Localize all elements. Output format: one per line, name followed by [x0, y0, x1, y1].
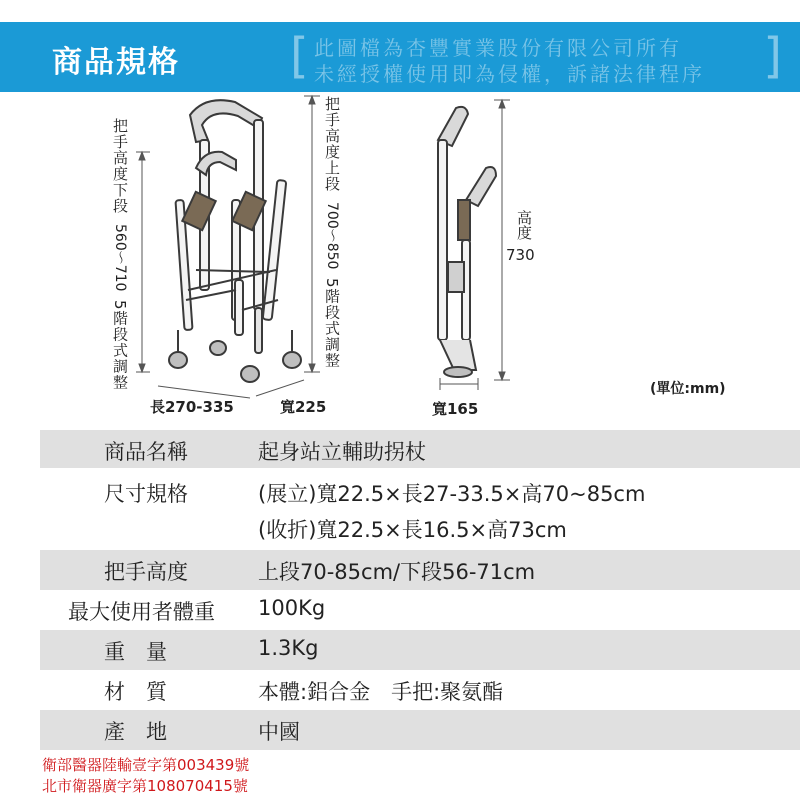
lower-handle-height-range: 560～710	[112, 224, 128, 292]
lower-handle-dimension-line	[136, 152, 150, 372]
registration-number-2: 北市衛器廣字第108070415號	[42, 777, 248, 795]
folded-height-dimension-line	[494, 100, 510, 380]
spec-row-material	[40, 670, 800, 710]
upper-handle-height-range: 700～850	[324, 202, 340, 270]
spec-row-origin	[40, 710, 800, 750]
watermark-bracket-left: [	[290, 28, 309, 84]
spec-value-product-name: 起身站立輔助拐杖	[258, 440, 426, 464]
unit-label: (單位:mm)	[650, 381, 726, 397]
spec-value-handle-height: 上段70-85cm/下段56-71cm	[258, 560, 536, 584]
lower-handle-height-steps: 5階段式調整	[111, 300, 129, 391]
spec-label-material: 材 質	[104, 680, 167, 704]
folded-height-label	[514, 210, 538, 240]
spec-label-product-name: 商品名稱	[104, 440, 188, 464]
section-title: 商品規格	[52, 45, 180, 80]
spec-label-handle-height: 把手高度	[104, 560, 188, 584]
width-dimension-label: 寬225	[280, 398, 327, 416]
spec-value-origin: 中國	[258, 720, 300, 744]
spec-label-size: 尺寸規格	[104, 482, 188, 506]
spec-label-max-weight: 最大使用者體重	[68, 600, 215, 624]
registration-number-1: 衛部醫器陸輸壹字第003439號	[42, 756, 250, 774]
spec-label-origin: 產 地	[104, 720, 167, 744]
folded-height-value: 730	[506, 246, 535, 264]
spec-label-weight: 重 量	[104, 640, 167, 664]
upper-handle-dimension-line	[304, 96, 320, 372]
length-dimension-label: 長270-335	[150, 398, 234, 416]
spec-value-material: 本體:鋁合金 手把:聚氨酯	[258, 680, 504, 704]
spec-row-size	[40, 468, 800, 550]
upper-handle-height-label	[322, 96, 342, 369]
folded-width-dimension-line	[440, 378, 478, 390]
watermark-bracket-right: ]	[763, 28, 782, 84]
spec-row-max-weight	[40, 590, 800, 630]
spec-value-weight: 1.3Kg	[258, 636, 319, 660]
folded-cane-illustration	[438, 107, 496, 377]
spec-row-handle-height	[40, 550, 800, 590]
width-dimension-line	[256, 380, 304, 396]
spec-value-size-expanded: (展立)寬22.5×長27-33.5×高70~85cm	[258, 482, 646, 506]
folded-height-title: 高度	[515, 210, 533, 240]
folded-width-label: 寬165	[432, 400, 479, 418]
upper-handle-height-title: 把手高度上段	[323, 96, 341, 192]
watermark-line-1: 此圖檔為杏豐實業股份有限公司所有	[314, 36, 682, 60]
spec-value-max-weight: 100Kg	[258, 596, 326, 620]
lower-handle-height-title: 把手高度下段	[111, 118, 129, 214]
expanded-cane-illustration	[169, 100, 301, 382]
spec-row-weight	[40, 630, 800, 670]
lower-handle-height-label	[110, 118, 130, 391]
upper-handle-height-steps: 5階段式調整	[323, 278, 341, 369]
spec-value-size-folded: (收折)寬22.5×長16.5×高73cm	[258, 518, 567, 542]
watermark-line-2: 未經授權使用即為侵權，訴諸法律程序	[314, 62, 705, 86]
spec-row-product-name	[40, 430, 800, 468]
